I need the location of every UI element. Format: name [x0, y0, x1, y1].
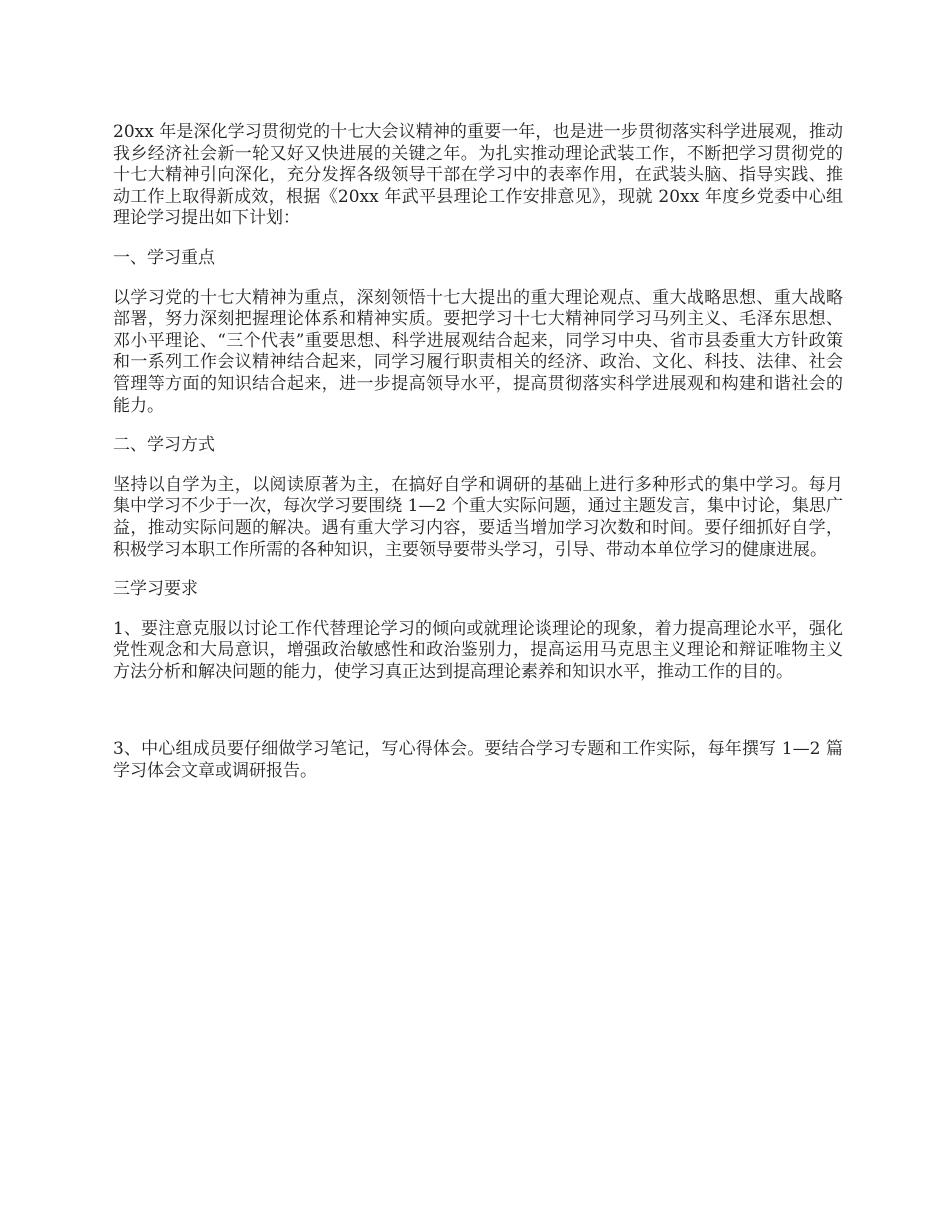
document-body — [113, 122, 843, 801]
study-focus-paragraph: 以学习党的十七大精神为重点，深刻领悟十七大提出的重大理论观点、重大战略思想、重大战略部署，努力深刻把握理论体系和精神实质。要把学习十七大精神同学习马列主义、毛泽东思想、邓小平理论、“三个代表”重要思想、科学进展观结合起来，同学习中央、省市县委重大方针政策和一系列工作会议精神结合起来，同学习履行职责相关的经济、政治、文化、科技、法律、社会管理等方面的知识结合起来，进一步提高领导水平，提高贯彻落实科学进展观和构建和谐社会的能力。 — [113, 287, 843, 416]
blank-gap — [113, 701, 843, 739]
section-heading-study-focus: 一、学习重点 — [113, 247, 215, 268]
section-heading-study-requirements: 三学习要求 — [113, 579, 198, 600]
study-method-paragraph: 坚持以自学为主，以阅读原著为主，在搞好自学和调研的基础上进行多种形式的集中学习。每月集中学习不少于一次，每次学习要围绕 1—2 个重大实际问题，通过主题发言，集中讨论，集思广益，推动实际问题的解决。遇有重大学习内容，要适当增加学习次数和时间。要仔细抓好自学，积极学习本职工作所需的各种知识，主要领导要带头学习，引导、带动本单位学习的健康进展。 — [113, 474, 843, 560]
section-heading-study-method: 二、学习方式 — [113, 435, 215, 456]
intro-paragraph: 20xx 年是深化学习贯彻党的十七大会议精神的重要一年，也是进一步贯彻落实科学进展观，推动我乡经济社会新一轮又好又快进展的关键之年。为扎实推动理论武装工作，不断把学习贯彻党的十七大精神引向深化，充分发挥各级领导干部在学习中的表率作用，在武装头脑、指导实践、推动工作上取得新成效，根据《20xx 年武平县理论工作安排意见》，现就 20xx 年度乡党委中心组理论学习提出如下计划： — [113, 122, 843, 229]
requirement-item-1: 1、要注意克服以讨论工作代替理论学习的倾向或就理论谈理论的现象，着力提高理论水平，强化党性观念和大局意识，增强政治敏感性和政治鉴别力，提高运用马克思主义理论和辩证唯物主义方法分析和解决问题的能力，使学习真正达到提高理论素养和知识水平，推动工作的目的。 — [113, 618, 843, 682]
requirement-item-3: 3、中心组成员要仔细做学习笔记，写心得体会。要结合学习专题和工作实际，每年撰写 1—2 篇学习体会文章或调研报告。 — [113, 739, 843, 782]
